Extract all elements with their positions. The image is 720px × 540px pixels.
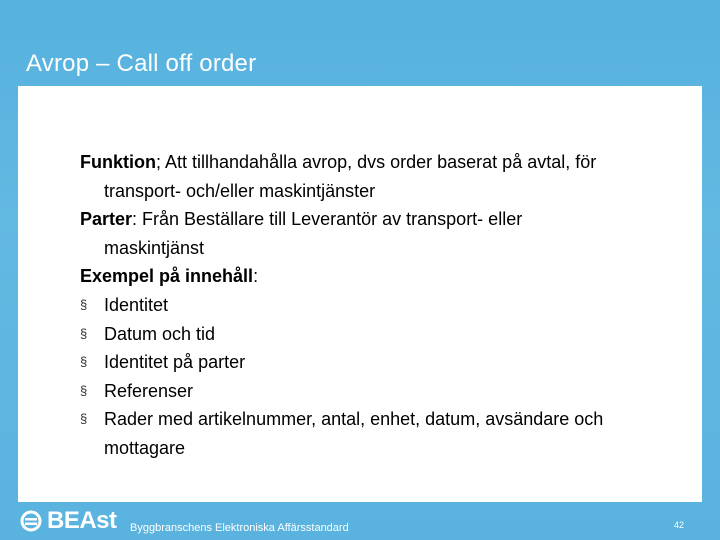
- title-bar: [0, 0, 720, 86]
- bullet-item: [80, 377, 680, 406]
- bullet-item: [80, 291, 680, 320]
- funktion-continuation: transport- och/eller maskintjänster: [104, 180, 376, 201]
- footer: [0, 502, 720, 540]
- funktion-paragraph: [80, 148, 680, 177]
- exempel-heading: [80, 262, 680, 291]
- bullet-icon: §: [80, 325, 88, 341]
- bullet-item: [80, 320, 680, 349]
- logo-text: BEAst: [47, 507, 117, 534]
- slide-title: Avrop – Call off order: [26, 50, 257, 77]
- beast-logo: [20, 507, 117, 535]
- page-number: 42: [673, 520, 684, 530]
- funktion-label: Funktion: [80, 152, 156, 172]
- footer-caption: Byggbranschens Elektroniska Affärsstandard: [130, 522, 349, 534]
- parter-paragraph: [80, 205, 680, 234]
- bullet-icon: §: [80, 411, 88, 427]
- body-text: [80, 148, 680, 463]
- bullet-text: Identitet på parter: [104, 352, 246, 373]
- bullet-text: Datum och tid: [104, 323, 216, 344]
- bullet-text: Referenser: [104, 380, 194, 401]
- parter-text: : Från Beställare till Leverantör av transport- eller: [132, 209, 523, 230]
- bullet-text: Identitet: [104, 294, 169, 315]
- funktion-text: ; Att tillhandahålla avrop, dvs order baserat på avtal, för: [155, 152, 597, 172]
- bullet-icon: §: [80, 296, 88, 312]
- bullet-item: [80, 405, 680, 434]
- bullet-item: [80, 348, 680, 377]
- parter-label: Parter: [80, 209, 133, 230]
- bullet-icon: §: [80, 354, 88, 370]
- bullet-continuation: mottagare: [104, 437, 186, 458]
- beast-logo-icon: [20, 509, 42, 533]
- content-panel: [18, 86, 702, 502]
- bullet-icon: §: [80, 382, 88, 398]
- exempel-label: Exempel på innehåll: [80, 266, 254, 287]
- exempel-colon: :: [253, 266, 259, 287]
- bullet-text: Rader med artikelnummer, antal, enhet, datum, avsändare och: [104, 409, 604, 430]
- parter-continuation: maskintjänst: [104, 237, 205, 258]
